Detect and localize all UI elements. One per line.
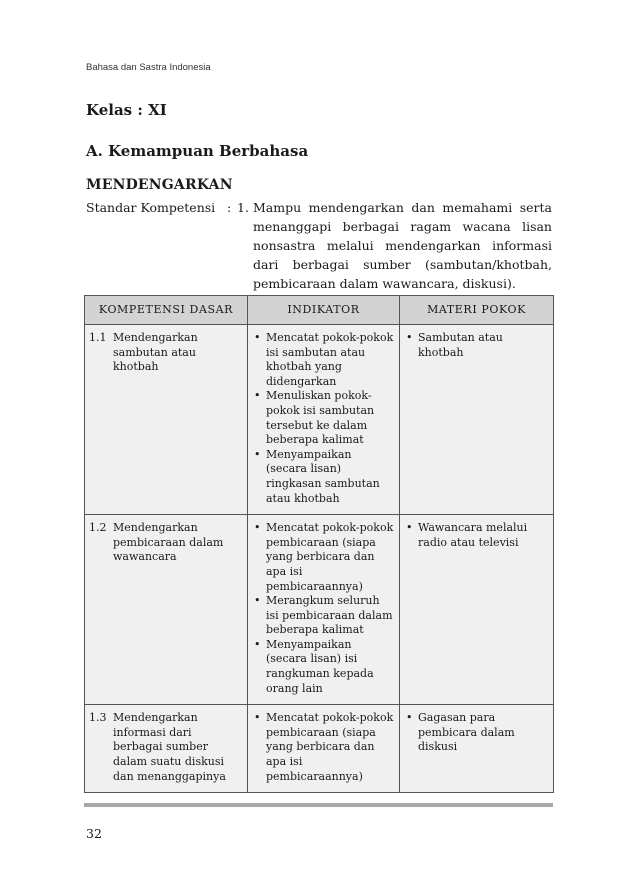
table-row <box>85 705 554 793</box>
kd-text: Mendengarkan sambutan atau khotbah <box>113 331 198 374</box>
indikator-item: • Menyampaikan (secara lisan) ringkasan sambutan atau khotbah <box>252 448 395 506</box>
table-row <box>85 325 554 515</box>
indikator-item: • Menuliskan pokok-pokok isi sambutan tersebut ke dalam beberapa kalimat <box>252 389 395 447</box>
standar-kompetensi-colon: : <box>227 200 232 215</box>
materi-cell <box>400 515 554 705</box>
kd-cell <box>85 705 248 793</box>
header-indikator: INDIKATOR <box>248 296 400 325</box>
standar-kompetensi-label: Standar Kompetensi <box>86 200 216 215</box>
materi-item: • Sambutan atau khotbah <box>404 331 549 360</box>
indikator-item: • Mencatat pokok-pokok pembicaraan (siapa yang berbicara dan apa isi pembicaraannya) <box>252 521 395 594</box>
kd-cell <box>85 325 248 515</box>
standar-kompetensi-text: Mampu mendengarkan dan memahami serta menanggapi berbagai ragam wacana lisan nonsastra melalui mendengarkan informasi dari berbagai sumber (sambutan/khotbah, pembicaraan dalam wawancara, diskusi). <box>253 200 552 291</box>
materi-item: • Gagasan para pembicara dalam diskusi <box>404 711 549 755</box>
table-header-row <box>85 296 554 325</box>
table-row <box>85 515 554 705</box>
materi-cell <box>400 325 554 515</box>
header-kompetensi-dasar: KOMPETENSI DASAR <box>85 296 248 325</box>
kd-text: Mendengarkan pembicaraan dalam wawancara <box>113 521 224 564</box>
bottom-rule <box>84 803 553 807</box>
standar-kompetensi-number: 1. <box>237 200 249 215</box>
kd-number: 1.1 <box>89 331 107 344</box>
competency-table <box>84 295 554 793</box>
kd-text: Mendengarkan informasi dari berbagai sumber dalam suatu diskusi dan menanggapinya <box>113 711 226 783</box>
class-heading: Kelas : XI <box>86 101 167 119</box>
kd-number: 1.3 <box>89 711 107 725</box>
materi-item: • Wawancara melalui radio atau televisi <box>404 521 549 550</box>
kd-number: 1.2 <box>89 521 107 535</box>
indikator-cell <box>248 705 400 793</box>
section-title: A. Kemampuan Berbahasa <box>86 142 309 160</box>
indikator-cell <box>248 515 400 705</box>
page-number: 32 <box>86 826 102 841</box>
indikator-cell <box>248 325 400 515</box>
indikator-item: • Merangkum seluruh isi pembicaraan dalam beberapa kalimat <box>252 594 395 638</box>
running-header: Bahasa dan Sastra Indonesia <box>86 62 211 73</box>
kd-cell <box>85 515 248 705</box>
header-materi-pokok: MATERI POKOK <box>400 296 554 325</box>
skill-heading: MENDENGARKAN <box>86 177 233 193</box>
materi-cell <box>400 705 554 793</box>
indikator-item: • Menyampaikan (secara lisan) isi rangkuman kepada orang lain <box>252 638 395 696</box>
indikator-item: • Mencatat pokok-pokok pembicaraan (siapa yang berbicara dan apa isi pembicaraannya) <box>252 711 395 784</box>
indikator-item: • Mencatat pokok-pokok isi sambutan atau khotbah yang didengarkan <box>252 331 395 389</box>
